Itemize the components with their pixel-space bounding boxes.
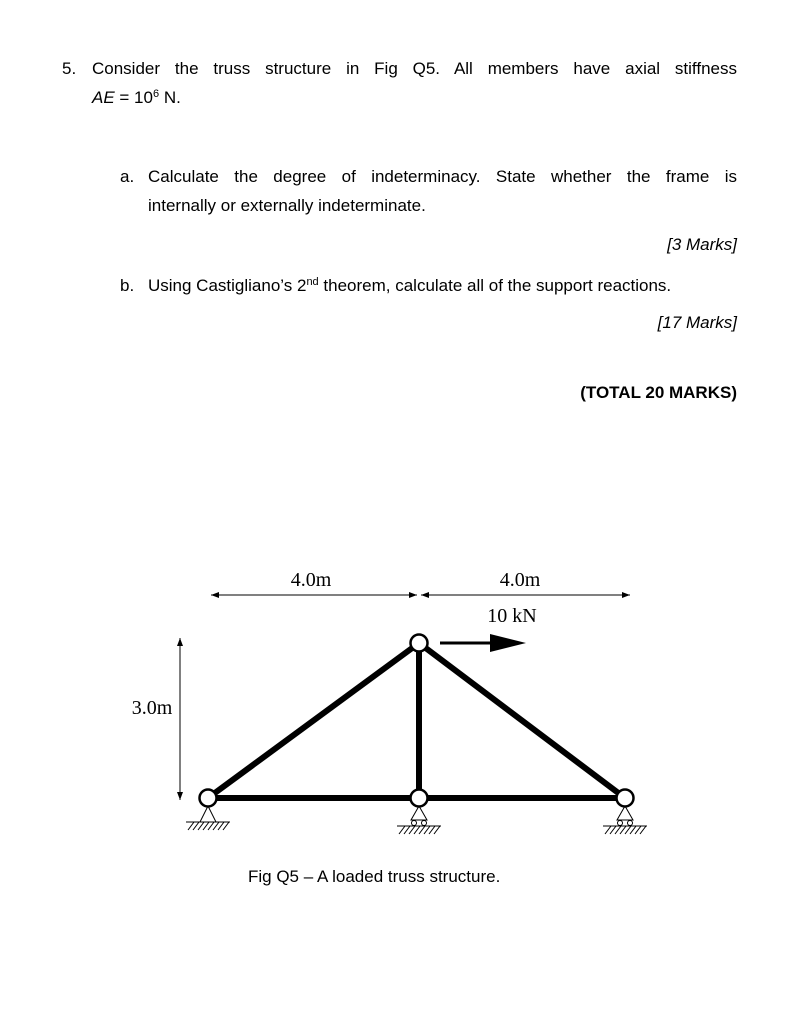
member-right-diagonal	[419, 643, 625, 798]
figure-caption: Fig Q5 – A loaded truss structure.	[248, 867, 501, 886]
part-b-label: b.	[120, 276, 135, 295]
question-intro-line1: Consider the truss structure in Fig Q5. All members have axial stiffness	[92, 59, 737, 78]
ae-unit: N.	[159, 88, 181, 107]
part-b-ordinal-sup: nd	[306, 276, 319, 288]
part-b-text-end: theorem, calculate all of the support reactions.	[318, 276, 672, 295]
joint-middle	[411, 790, 428, 807]
joint-top	[411, 635, 428, 652]
load-arrow	[440, 634, 526, 652]
ae-equals: = 10	[114, 88, 153, 107]
part-a-line1: Calculate the degree of indeterminacy. State whether the frame is	[148, 167, 737, 186]
part-a-line2: internally or externally indeterminate.	[148, 196, 426, 215]
part-b-marks: [17 Marks]	[657, 313, 737, 332]
dimension-right-label: 4.0m	[499, 569, 541, 591]
ae-symbol: AE	[92, 88, 115, 107]
dimension-left-label: 4.0m	[290, 569, 332, 591]
support-middle-roller	[397, 806, 441, 834]
joint-left	[200, 790, 217, 807]
joint-right	[617, 790, 634, 807]
total-marks: (TOTAL 20 MARKS)	[580, 383, 737, 402]
question-number: 5.	[62, 59, 77, 78]
dimension-height-label: 3.0m	[131, 697, 173, 719]
support-right-roller	[603, 806, 647, 834]
part-a-marks: [3 Marks]	[667, 235, 737, 254]
part-b-text-start: Using Castigliano’s 2	[148, 276, 307, 295]
part-a-label: a.	[120, 167, 135, 186]
load-label: 10 kN	[487, 605, 537, 627]
support-left-pin	[186, 806, 230, 830]
member-left-diagonal	[208, 643, 419, 798]
ae-exponent: 6	[152, 88, 160, 100]
